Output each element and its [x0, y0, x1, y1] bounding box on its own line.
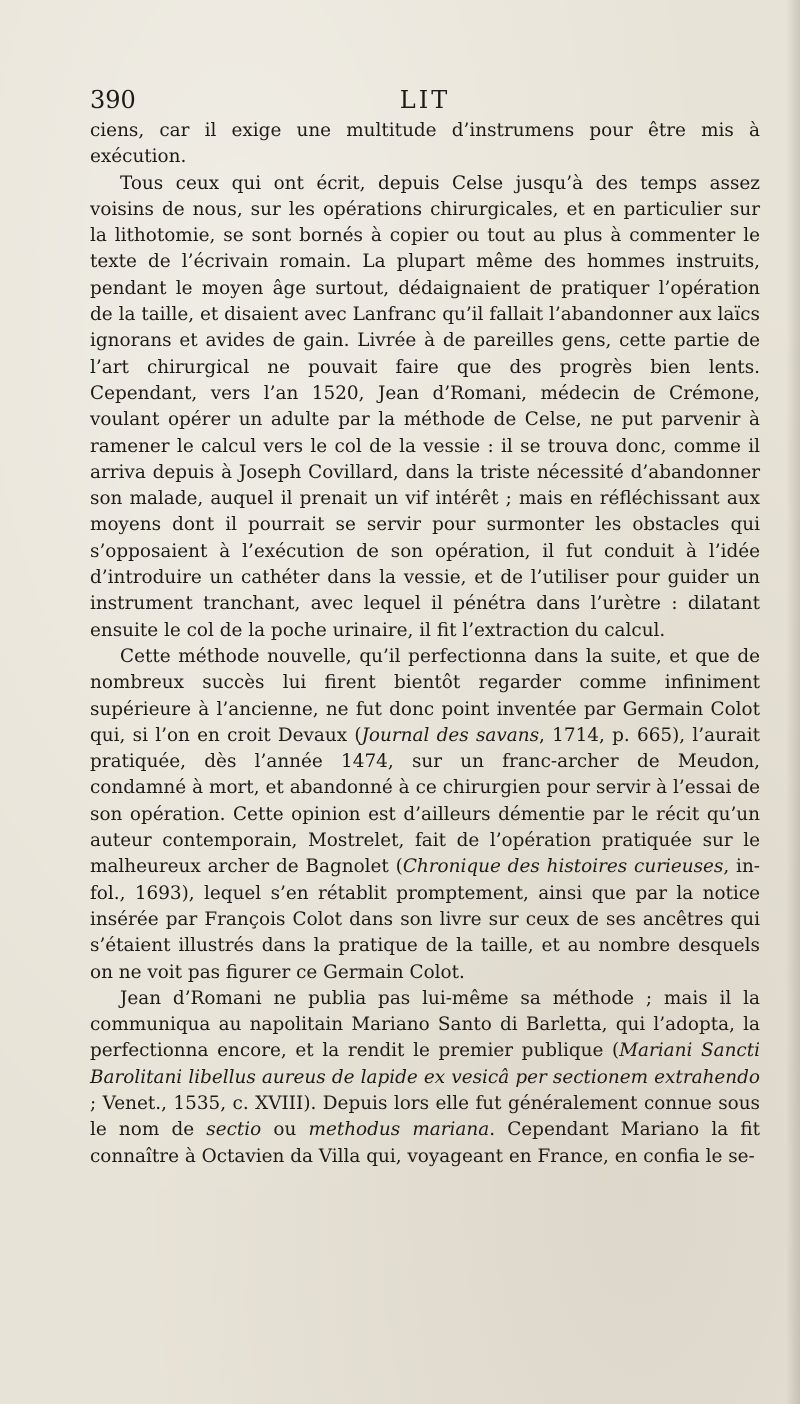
page-number: 390	[90, 86, 136, 114]
text-run: . Cependant Mariano la fit connaître à Octavien da Villa qui, voyageant en France, en confia le se-	[90, 1119, 760, 1167]
paragraph	[90, 644, 760, 986]
text-run: ou	[261, 1119, 309, 1141]
text-run: Jean d’Romani ne publia pas lui-même sa méthode ; mais il la communiqua au napolitain Mariano Santo di Barletta, qui l’adopta, la perfectionna encore, et la rendit le premier publique (	[90, 987, 760, 1062]
paragraph	[90, 118, 760, 171]
text-run: Cette méthode nouvelle, qu’il perfectionna dans la suite, et que de nombreux succès lui firent bientôt regarder comme infiniment supérieure à l’ancienne, ne fut donc point inventée par Germain Colot qui, si l’on en croit Devaux (	[90, 645, 760, 746]
text-run: ; Venet., 1535, c. XVIII). Depuis lors elle fut généralement connue sous le nom de	[90, 1092, 760, 1141]
text-run: , 1714, p. 665), l’aurait pratiquée, dès l’année 1474, sur un franc-archer de Meudon, condamné à mort, et abandonné à ce chirurgien pour servir à l’essai de son opération. Cette opinion est d’ailleurs démentie par le récit qu’un auteur contemporain, Mostrelet, fait de l’opération pratiquée sur le malheureux archer de Bagnolet (	[90, 724, 760, 878]
page-header	[90, 84, 760, 116]
italic-citation: Chronique des histoires curieuses	[402, 856, 724, 878]
italic-term: methodus mariana	[308, 1119, 490, 1141]
italic-citation: Mariani Sancti Barolitani libellus aureus de lapide ex vesicâ per sectionem extrahendo	[90, 1040, 761, 1088]
italic-term: sectio	[206, 1119, 262, 1141]
text-run: , in-fol., 1693), lequel s’en rétablit promptement, ainsi que par la notice insérée par François Colot dans son livre sur ceux de ses ancêtres qui s’étaient illustrés dans la pratique de la taille, et au nombre desquels on ne voit pas figurer ce Germain Colot.	[90, 856, 760, 983]
paragraph	[90, 986, 760, 1170]
running-head: LIT	[399, 86, 451, 114]
body-text	[90, 118, 760, 1170]
text-run: Tous ceux qui ont écrit, depuis Celse jusqu’à des temps assez voisins de nous, sur les opérations chirurgicales, et en particulier sur la lithotomie, se sont bornés à copier ou tout au plus à commenter le texte de l’écrivain romain. La plupart même des hommes instruits, pendant le moyen âge surtout, dédaignaient de pratiquer l’opération de la taille, et disaient avec Lanfranc qu’il fallait l’abandonner aux laïcs ignorans et avides de gain. Livrée à de pareilles gens, cette partie de l’art chirurgical ne pouvait faire que des progrès bien lents. Cependant, vers l’an 1520, Jean d’Romani, médecin de Crémone, voulant opérer un adulte par la méthode de Celse, ne put parvenir à ramener le calcul vers le col de la vessie : il se trouva donc, comme il arriva depuis à Joseph Covillard, dans la triste nécessité d’abandonner son malade, auquel il prenait un vif intérêt ; mais en réfléchissant aux moyens dont il pourrait se servir pour surmonter les obstacles qui s’opposaient à l’exécution de son opération, il fut conduit à l’idée d’introduire un cathéter dans la vessie, et de l’utiliser pour guider un instrument tranchant, avec lequel il pénétra dans l’urètre : dilatant ensuite le col de la poche urinaire, il fit l’extraction du calcul.	[90, 172, 760, 641]
paragraph	[90, 171, 760, 644]
italic-citation: Journal des savans	[361, 724, 540, 746]
text-run: ciens, car il exige une multitude d’instrumens pour être mis à exécution.	[90, 120, 760, 168]
